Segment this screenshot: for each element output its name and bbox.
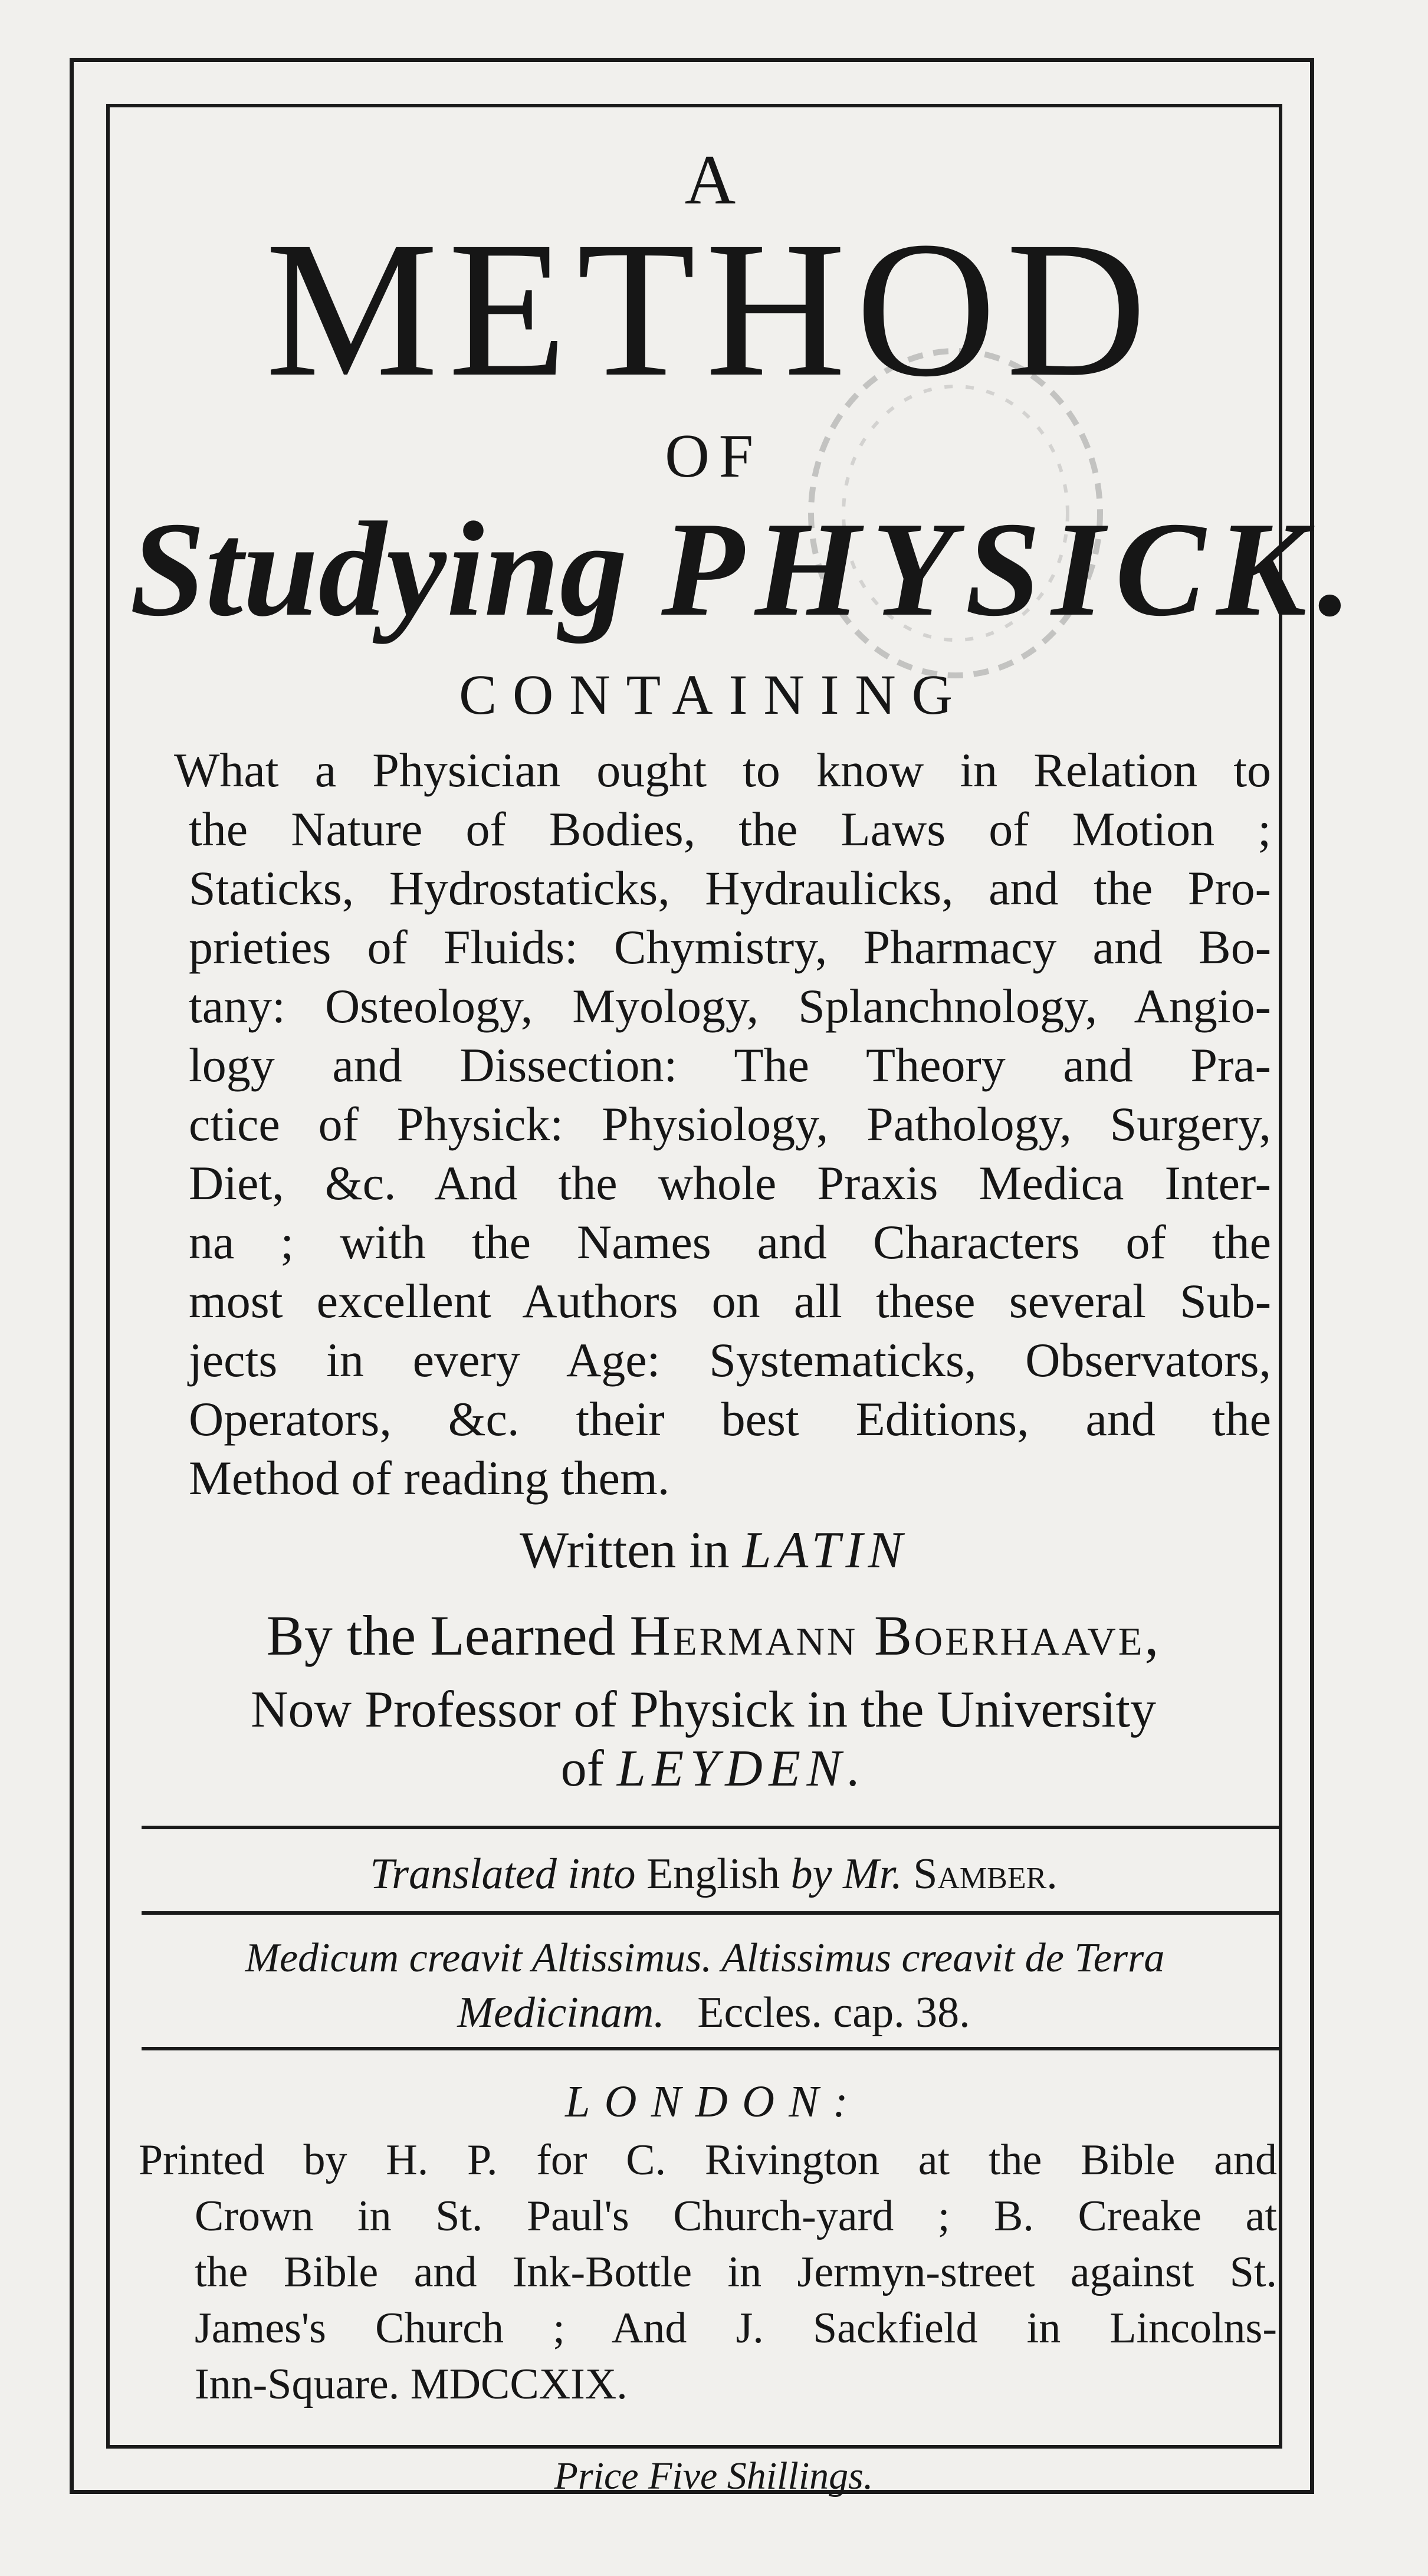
translated-into: Translated into <box>370 1850 636 1898</box>
professor-line: Now Professor of Physick in the University <box>251 1681 1156 1738</box>
title-article: A <box>684 140 743 219</box>
subtitle-studying: Studying <box>130 494 628 644</box>
description-line: Staticks, Hydrostaticks, Hydraulicks, and the Pro- <box>189 861 1271 915</box>
description-line: na ; with the Names and Characters of the <box>189 1215 1271 1269</box>
imprint-line: the Bible and Ink-Bottle in Jermyn-street against St. <box>195 2248 1277 2296</box>
motto-line: Medicum creavit Altissimus. Altissimus creavit de Terra <box>245 1935 1165 1981</box>
description-line: Diet, &c. And the whole Praxis Medica Inter- <box>189 1156 1271 1210</box>
imprint-city: LONDON: <box>565 2077 862 2127</box>
imprint-line: Printed by H. P. for C. Rivington at the Bible and <box>139 2136 1277 2184</box>
subtitle-physick: PHYSICK. <box>661 494 1363 644</box>
description-line: logy and Dissection: The Theory and Pra- <box>189 1038 1271 1092</box>
english-word: English <box>646 1850 780 1898</box>
price-line: Price Five Shillings. <box>554 2454 874 2498</box>
containing-heading: CONTAINING <box>459 663 969 726</box>
description-line: Operators, &c. their best Editions, and the <box>189 1392 1271 1446</box>
title-of: OF <box>665 421 763 490</box>
subtitle <box>130 494 1363 644</box>
written-in-line <box>153 1522 1274 1579</box>
motto-citation-line <box>153 1988 1274 2037</box>
description-line: jects in every Age: Systematicks, Observators, <box>189 1333 1271 1387</box>
description-line: Method of reading them. <box>189 1451 670 1505</box>
motto-citation: Eccles. cap. 38. <box>697 1988 970 2037</box>
by-mr: by Mr. <box>790 1850 902 1898</box>
divider-rule <box>142 1826 1280 1829</box>
description-line: What a Physician ought to know in Relation to <box>174 743 1271 797</box>
description-line: ctice of Physick: Physiology, Pathology, Surgery, <box>189 1097 1271 1151</box>
description-line: tany: Osteology, Myology, Splanchnology, Angio- <box>189 979 1271 1033</box>
imprint-line: Crown in St. Paul's Church-yard ; B. Creake at <box>195 2192 1277 2240</box>
description-line: prieties of Fluids: Chymistry, Pharmacy and Bo- <box>189 920 1271 974</box>
main-title: METHOD <box>265 202 1157 417</box>
imprint-line: Inn-Square. MDCCXIX. <box>195 2360 628 2408</box>
written-in-label: Written in <box>519 1522 730 1579</box>
imprint-line: James's Church ; And J. Sackfield in Lincolns- <box>195 2304 1277 2352</box>
university-city-line <box>153 1740 1274 1797</box>
author-line <box>153 1604 1274 1667</box>
motto-medicinam: Medicinam. <box>457 1988 665 2037</box>
city-leyden: LEYDEN. <box>616 1740 867 1797</box>
translator-line <box>153 1852 1274 1896</box>
language: LATIN <box>742 1522 908 1579</box>
description-line: the Nature of Bodies, the Laws of Motion ; <box>189 802 1271 856</box>
divider-rule <box>142 1911 1280 1915</box>
description-line: most excellent Authors on all these several Sub- <box>189 1274 1271 1328</box>
author-name: Hermann Boerhaave, <box>629 1604 1161 1667</box>
of-word: of <box>560 1740 604 1797</box>
by-the-learned: By the Learned <box>266 1604 616 1667</box>
translator-name: Samber. <box>913 1850 1058 1898</box>
divider-rule <box>142 2047 1280 2050</box>
